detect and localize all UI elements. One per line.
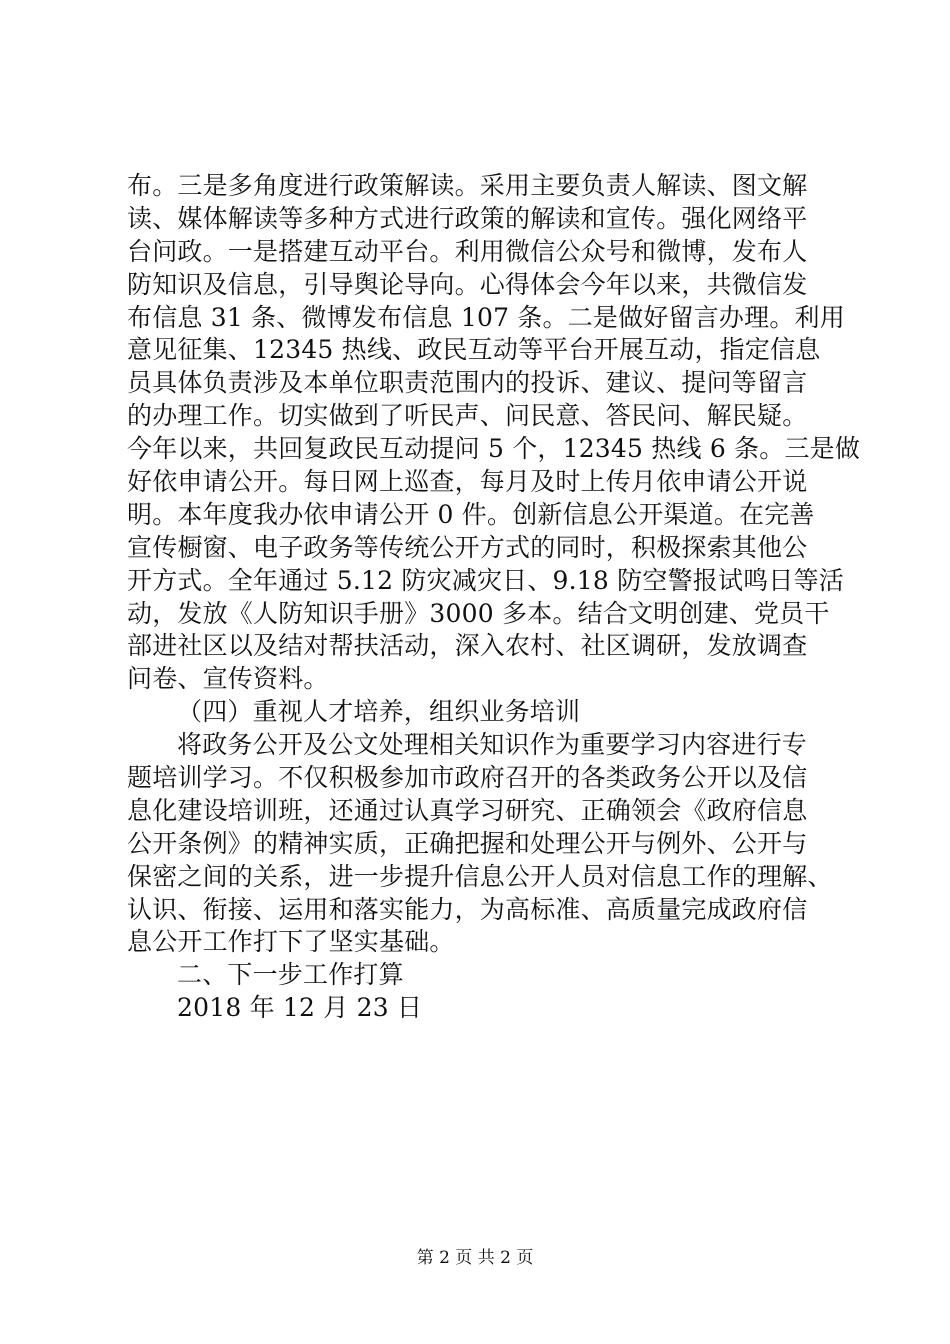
body-line: 部进社区以及结对帮扶活动，深入农村、社区调研，发放调查 <box>127 631 808 661</box>
body-line: 台问政。一是搭建互动平台。利用微信公众号和微博，发布人 <box>127 236 808 266</box>
section-heading: 二、下一步工作打算 <box>177 960 404 990</box>
body-line: 宣传橱窗、电子政务等传统公开方式的同时，积极探索其他公 <box>127 532 808 562</box>
section-heading: （四）重视人才培养，组织业务培训 <box>177 697 581 727</box>
body-line: 今年以来，共回复政民互动提问 5 个，12345 热线 6 条。三是做 <box>127 434 861 464</box>
body-line: 认识、衔接、运用和落实能力，为高标准、高质量完成政府信 <box>127 894 808 924</box>
page-footer: 第 2 页 共 2 页 <box>416 1248 534 1268</box>
body-line: 动，发放《人防知识手册》3000 多本。结合文明创建、党员干 <box>127 598 830 628</box>
body-line: 的办理工作。切实做到了听民声、问民意、答民问、解民疑。 <box>127 401 808 431</box>
body-line: 意见征集、12345 热线、政民互动等平台开展互动，指定信息 <box>127 335 821 365</box>
body-line: 布信息 31 条、微博发布信息 107 条。二是做好留言办理。利用 <box>127 302 845 332</box>
body-line: 读、媒体解读等多种方式进行政策的解读和宣传。强化网络平 <box>127 203 808 233</box>
body-line: 员具体负责涉及本单位职责范围内的投诉、建议、提问等留言 <box>127 368 808 398</box>
body-line: 公开条例》的精神实质，正确把握和处理公开与例外、公开与 <box>127 828 808 858</box>
document-date: 2018 年 12 月 23 日 <box>177 993 423 1023</box>
body-line: 息化建设培训班，还通过认真学习研究、正确领会《政府信息 <box>127 795 808 825</box>
body-line: 明。本年度我办依申请公开 0 件。创新信息公开渠道。在完善 <box>127 499 815 529</box>
paragraph-start-line: 将政务公开及公文处理相关知识作为重要学习内容进行专 <box>177 730 808 760</box>
document-body <box>127 170 861 1025</box>
body-line: 题培训学习。不仅积极参加市政府召开的各类政务公开以及信 <box>127 763 808 793</box>
body-line: 布。三是多角度进行政策解读。采用主要负责人解读、图文解 <box>127 171 808 200</box>
body-line: 息公开工作打下了坚实基础。 <box>127 927 455 957</box>
body-line: 保密之间的关系，进一步提升信息公开人员对信息工作的理解、 <box>127 861 833 891</box>
body-line: 开方式。全年通过 5.12 防灾减灾日、9.18 防空警报试鸣日等活 <box>127 565 844 595</box>
body-line: 问卷、宣传资料。 <box>127 664 329 694</box>
body-line: 好依申请公开。每日网上巡查，每月及时上传月依申请公开说 <box>127 467 808 497</box>
body-line: 防知识及信息，引导舆论导向。心得体会今年以来，共微信发 <box>127 269 808 299</box>
